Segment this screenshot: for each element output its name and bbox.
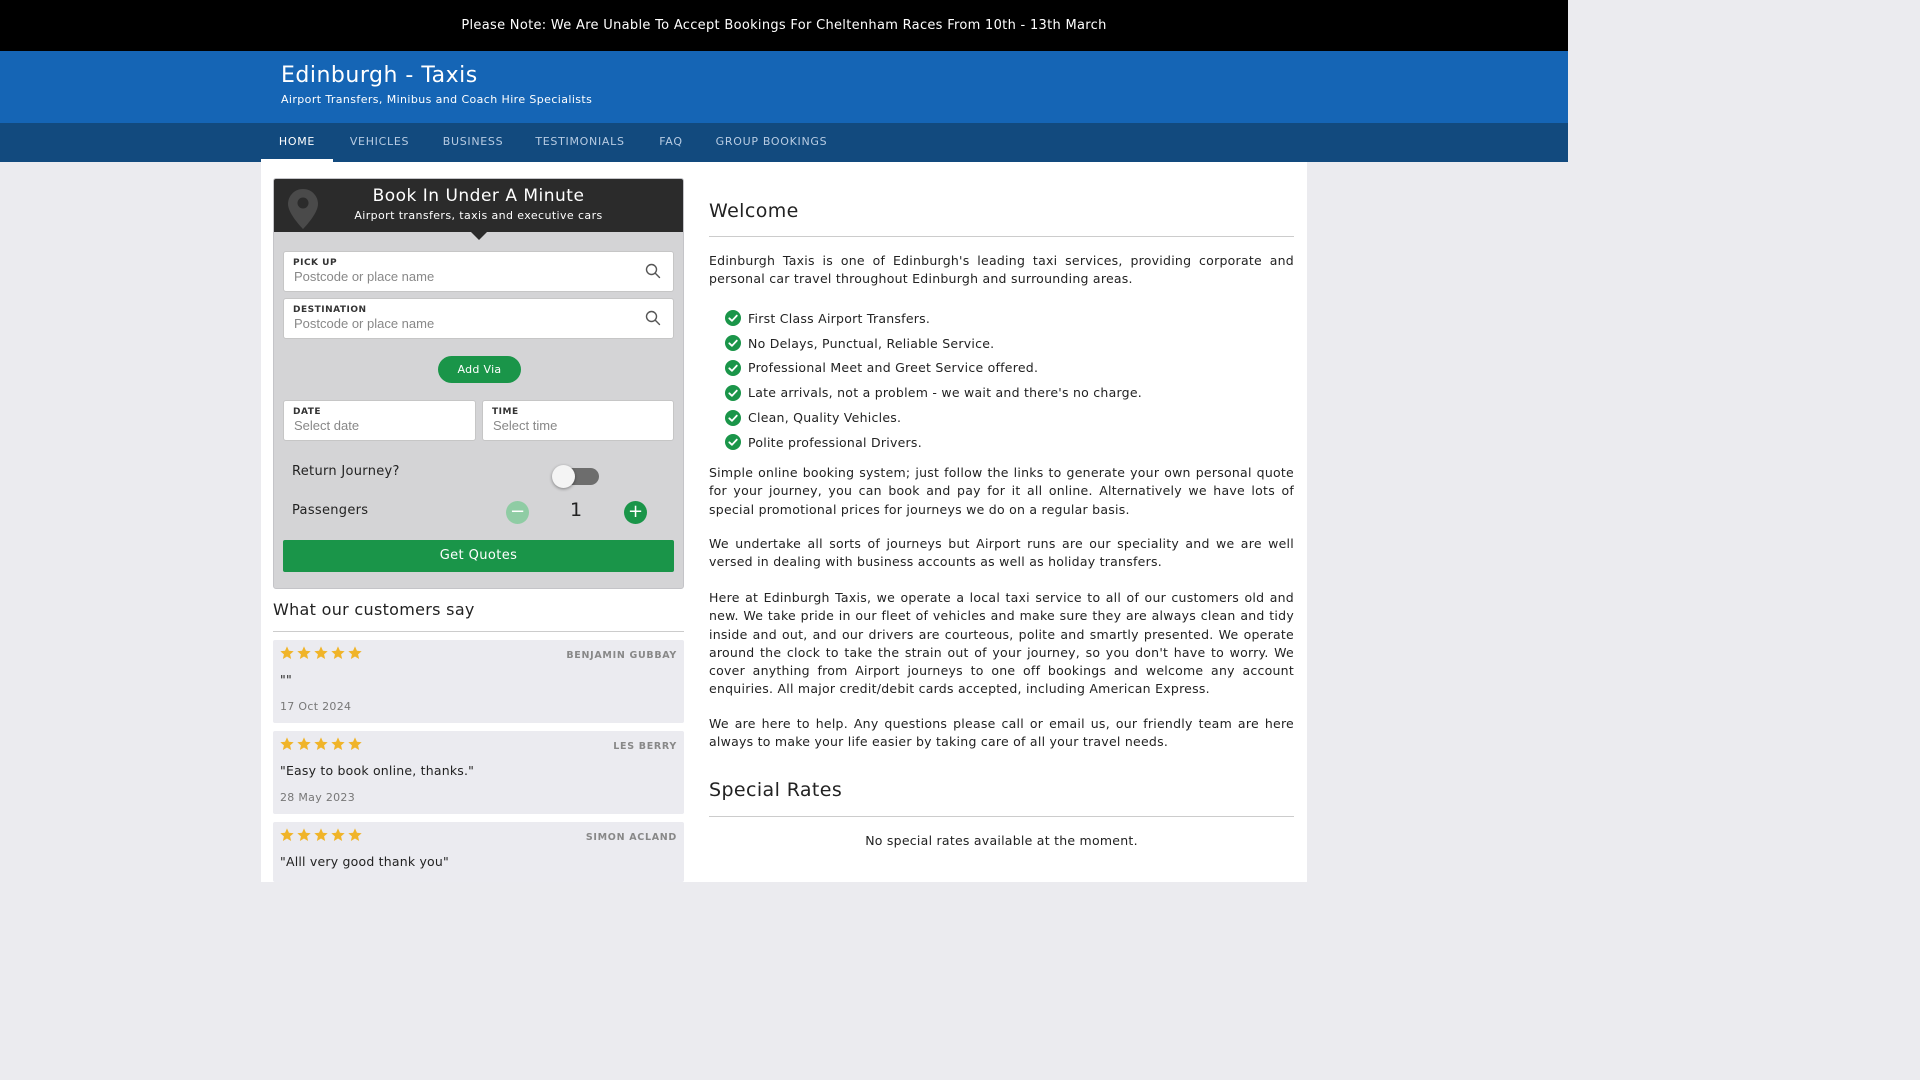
star-icon: [347, 736, 363, 752]
special-rates-empty: No special rates available at the moment.: [865, 833, 1138, 848]
nav-group-bookings[interactable]: GROUP BOOKINGS: [715, 135, 828, 148]
star-icon: [313, 736, 329, 752]
return-journey-toggle[interactable]: [552, 465, 600, 485]
list-item: [725, 331, 1142, 356]
feature-list: [725, 306, 1142, 455]
pickup-field[interactable]: [283, 251, 674, 292]
nav-vehicles[interactable]: VEHICLES: [349, 135, 410, 148]
star-icon: [296, 736, 312, 752]
star-rating: [279, 736, 363, 752]
nav-testimonials[interactable]: TESTIMONIALS: [535, 135, 625, 148]
time-label: TIME: [492, 407, 519, 417]
review-card: [273, 731, 684, 814]
site-tagline: Airport Transfers, Minibus and Coach Hire Specialists: [281, 93, 593, 106]
divider: [709, 816, 1294, 817]
add-via-button[interactable]: Add Via: [438, 356, 521, 383]
star-icon: [330, 736, 346, 752]
star-icon: [279, 645, 295, 661]
divider: [709, 236, 1294, 237]
review-card: [273, 822, 684, 882]
reviews-heading: What our customers say: [273, 600, 475, 619]
feature-text: Professional Meet and Greet Service offered.: [748, 360, 1039, 376]
star-icon: [347, 645, 363, 661]
check-circle-icon: [725, 410, 741, 426]
booking-header-notch: [471, 232, 487, 240]
star-icon: [296, 645, 312, 661]
welcome-paragraph: Here at Edinburgh Taxis, we operate a local taxi service to all of our customers old and new. We take pride in our fleet of vehicles and make sure they are always clean and tidy inside and out, and our drivers are courteous, polite and smartly presented. We operate around the clock to take the strain out of your journey, so you don't have to worry. We cover anything from Airport journeys to one off bookings and welcome any account enquiries. All major credit/debit cards accepted, including American Express.: [709, 590, 1294, 697]
time-field[interactable]: [482, 400, 674, 441]
date-input[interactable]: [294, 418, 464, 433]
list-item: [725, 405, 1142, 430]
nav-business[interactable]: BUSINESS: [442, 135, 504, 148]
reviewer-name: LES BERRY: [613, 741, 677, 752]
check-circle-icon: [725, 385, 741, 401]
destination-label: DESTINATION: [293, 305, 367, 315]
pickup-label: PICK UP: [293, 258, 338, 268]
return-journey-label: Return Journey?: [292, 464, 400, 479]
feature-text: First Class Airport Transfers.: [748, 310, 931, 326]
destination-input[interactable]: [294, 316, 614, 331]
check-circle-icon: [725, 310, 741, 326]
star-icon: [313, 645, 329, 661]
list-item: [725, 306, 1142, 331]
check-circle-icon: [725, 360, 741, 376]
star-rating: [279, 645, 363, 661]
passengers-count: 1: [569, 499, 583, 521]
star-icon: [279, 736, 295, 752]
search-icon[interactable]: [645, 263, 661, 283]
feature-text: Polite professional Drivers.: [748, 434, 922, 450]
passengers-decrement-button[interactable]: −: [506, 501, 529, 524]
feature-text: No Delays, Punctual, Reliable Service.: [748, 335, 995, 351]
review-date: 17 Oct 2024: [280, 700, 352, 713]
check-circle-icon: [725, 434, 741, 450]
star-icon: [347, 827, 363, 843]
star-icon: [330, 645, 346, 661]
site-title[interactable]: Edinburgh - Taxis: [281, 63, 478, 88]
nav-faq[interactable]: FAQ: [659, 135, 683, 148]
booking-title: Book In Under A Minute: [372, 186, 585, 206]
notice-banner: Please Note: We Are Unable To Accept Bookings For Cheltenham Races From 10th - 13th March: [0, 0, 1568, 51]
review-text: "Alll very good thank you": [280, 854, 449, 869]
divider: [273, 631, 684, 632]
review-text: "": [280, 672, 292, 687]
destination-field[interactable]: [283, 298, 674, 339]
star-icon: [279, 827, 295, 843]
feature-text: Late arrivals, not a problem - we wait and there's no charge.: [748, 385, 1142, 401]
star-icon: [330, 827, 346, 843]
feature-text: Clean, Quality Vehicles.: [748, 410, 902, 426]
welcome-intro: Edinburgh Taxis is one of Edinburgh's leading taxi services, providing corporate and personal car travel throughout Edinburgh and surrounding areas.: [709, 253, 1294, 287]
reviewer-name: SIMON ACLAND: [585, 832, 677, 843]
star-rating: [279, 827, 363, 843]
booking-widget: [273, 178, 684, 589]
date-label: DATE: [293, 407, 322, 417]
site-header: [0, 51, 1568, 123]
main-nav: [0, 123, 1568, 162]
welcome-paragraph: We are here to help. Any questions please call or email us, our friendly team are here always to make your life easier by taking care of all your travel needs.: [709, 716, 1294, 750]
special-rates-heading: Special Rates: [709, 779, 843, 801]
pickup-input[interactable]: [294, 269, 614, 284]
reviewer-name: BENJAMIN GUBBAY: [566, 650, 677, 661]
list-item: [725, 430, 1142, 455]
toggle-knob: [552, 465, 575, 488]
review-card: [273, 640, 684, 723]
get-quotes-button[interactable]: Get Quotes: [283, 540, 674, 572]
list-item: [725, 356, 1142, 381]
star-icon: [296, 827, 312, 843]
passengers-label: Passengers: [292, 503, 369, 518]
search-icon[interactable]: [645, 310, 661, 330]
time-input[interactable]: [493, 418, 663, 433]
list-item: [725, 380, 1142, 405]
review-date: 28 May 2023: [280, 791, 356, 804]
booking-subtitle: Airport transfers, taxis and executive cars: [354, 209, 603, 222]
check-circle-icon: [725, 335, 741, 351]
review-text: "Easy to book online, thanks.": [280, 763, 475, 778]
welcome-heading: Welcome: [709, 200, 799, 222]
date-field[interactable]: [283, 400, 476, 441]
welcome-paragraph: We undertake all sorts of journeys but Airport runs are our speciality and we are well versed in dealing with business accounts as well as holiday transfers.: [709, 536, 1294, 570]
booking-header: [274, 179, 683, 232]
star-icon: [313, 827, 329, 843]
nav-home[interactable]: HOME: [261, 123, 333, 162]
passengers-increment-button[interactable]: +: [624, 501, 647, 524]
welcome-paragraph: Simple online booking system; just follow the links to generate your own personal quote for your journey, you can book and pay for it all online. Alternatively we have lots of special promotional prices for journeys we do on a regular basis.: [709, 465, 1294, 517]
